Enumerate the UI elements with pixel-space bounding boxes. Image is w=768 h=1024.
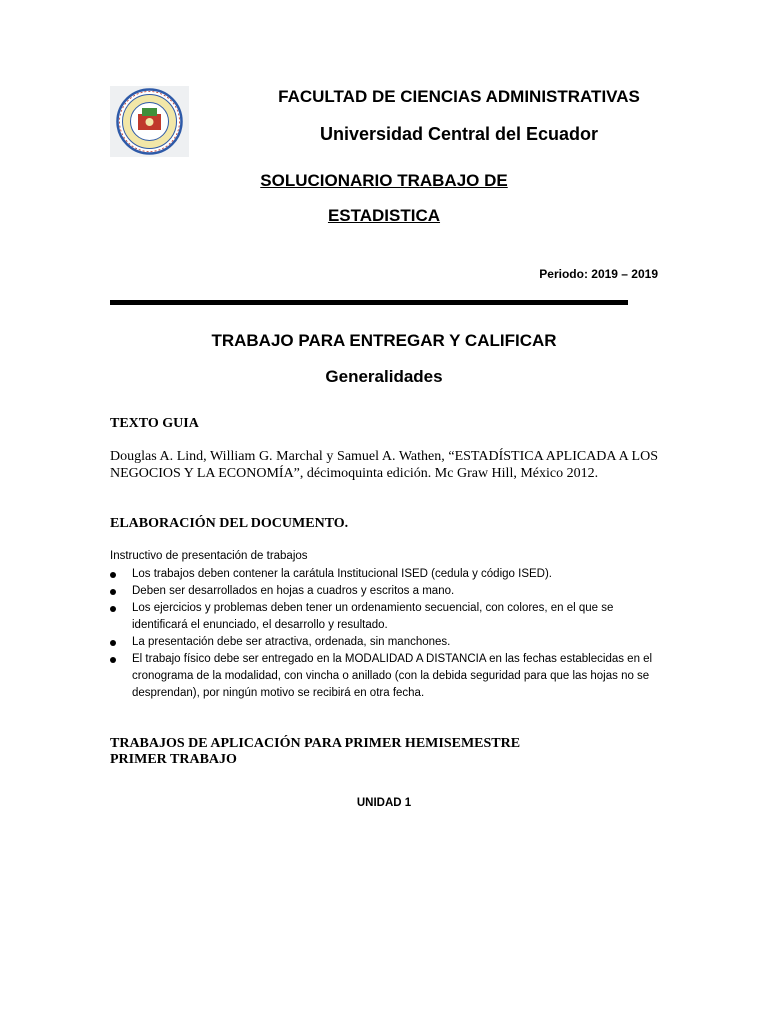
texto-guia-body: Douglas A. Lind, William G. Marchal y Samuel A. Wathen, “ESTADÍSTICA APLICADA A LOS NEGOCIOS Y LA ECONOMÍA”, décimoquinta edición. Mc Graw Hill, México 2012. (110, 449, 658, 481)
list-item-text: La presentación debe ser atractiva, ordenada, sin manchones. (132, 636, 451, 648)
bullet-icon (110, 606, 116, 612)
list-item (110, 566, 670, 583)
trabajos-line1: TRABAJOS DE APLICACIÓN PARA PRIMER HEMISEMESTRE (110, 736, 521, 751)
instructivo-intro: Instructivo de presentación de trabajos (110, 550, 308, 562)
list-item-text: Los trabajos deben contener la carátula Institucional ISED (cedula y código ISED). (132, 568, 552, 580)
section-subtitle: Generalidades (325, 367, 443, 386)
period-label: Periodo: 2019 – 2019 (539, 267, 658, 281)
instructions-list (110, 566, 670, 702)
document-title-line1: SOLUCIONARIO TRABAJO DE (260, 171, 508, 190)
list-item (110, 600, 670, 634)
texto-guia-heading: TEXTO GUIA (110, 416, 199, 431)
unidad-label: UNIDAD 1 (356, 797, 412, 809)
list-item (110, 634, 670, 651)
section-title: TRABAJO PARA ENTREGAR Y CALIFICAR (211, 331, 557, 350)
document-title-line2: ESTADISTICA (327, 206, 441, 225)
list-item-text: El trabajo físico debe ser entregado en la MODALIDAD A DISTANCIA en las fechas establecidas en el cronograma de la modalidad, con vincha o anillado (con la debida seguridad para que las hojas no se desprendan), por ningún motivo se recibirá en otra fecha. (132, 653, 653, 699)
bullet-icon (110, 589, 116, 595)
bullet-icon (110, 657, 116, 663)
bullet-icon (110, 572, 116, 578)
list-item-text: Deben ser desarrollados en hojas a cuadros y escritos a mano. (132, 585, 455, 597)
list-item (110, 583, 670, 600)
university-name: Universidad Central del Ecuador (319, 124, 599, 144)
list-item-text: Los ejercicios y problemas deben tener un ordenamiento secuencial, con colores, en el que se identificará el enunciado, el desarrollo y resultado. (132, 602, 614, 631)
bullet-icon (110, 640, 116, 646)
header-divider (110, 300, 628, 305)
trabajos-heading (110, 736, 520, 768)
elaboracion-heading: ELABORACIÓN DEL DOCUMENTO. (110, 516, 349, 531)
list-item (110, 651, 670, 702)
faculty-name: FACULTAD DE CIENCIAS ADMINISTRATIVAS (278, 87, 640, 106)
trabajos-line2: PRIMER TRABAJO (110, 752, 237, 767)
